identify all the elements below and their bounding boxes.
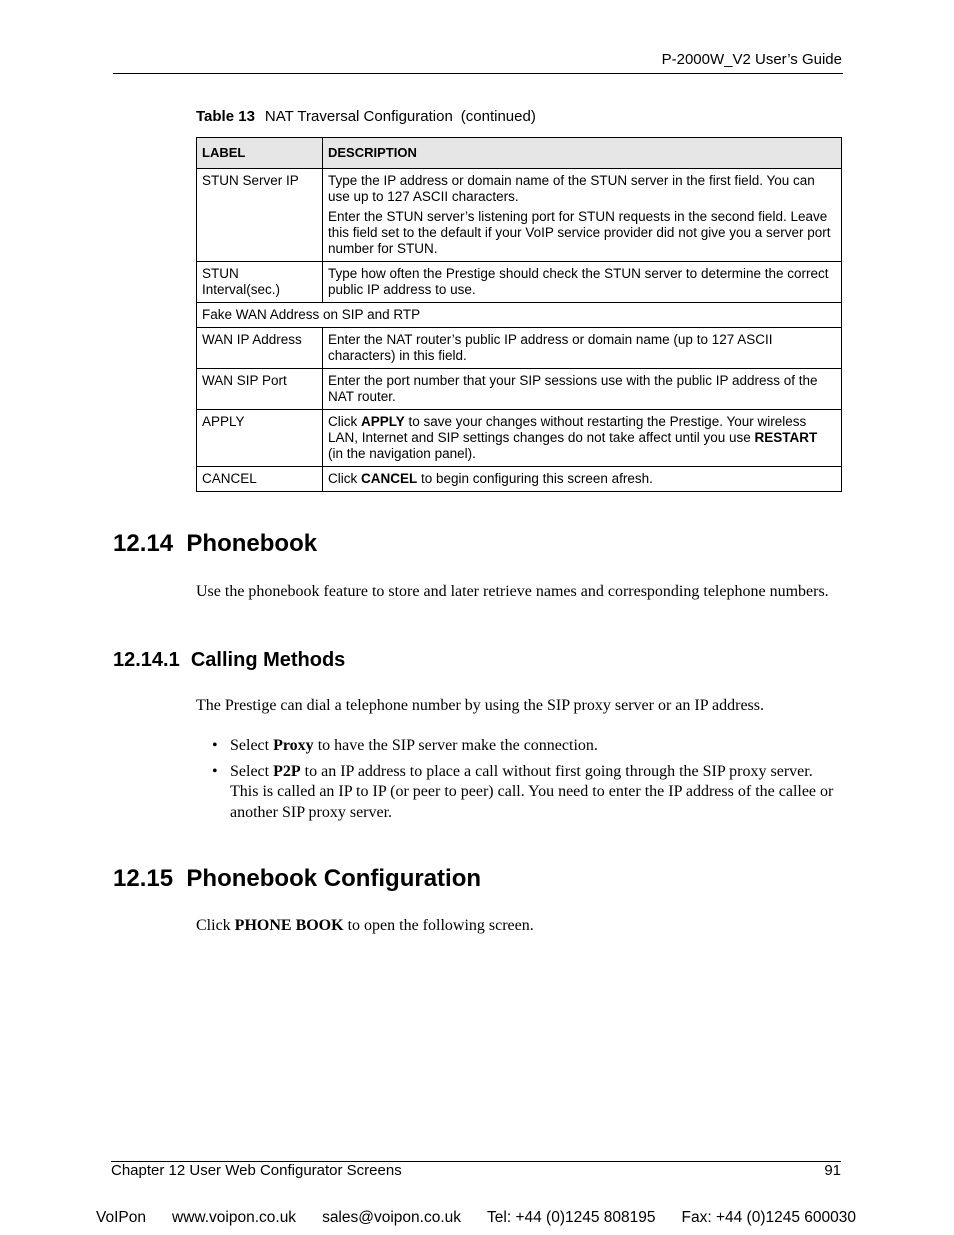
section-number: 12.14 [113, 530, 174, 557]
section-body: The Prestige can dial a telephone number by using the SIP proxy server or an IP address. [196, 697, 764, 714]
text-run: to begin configuring this screen afresh. [417, 471, 653, 486]
calling-methods-list [196, 736, 842, 828]
company-name: VoIPon [96, 1209, 146, 1226]
text-run: (in the navigation panel). [328, 446, 476, 461]
header-divider [113, 73, 843, 74]
bold-term: APPLY [361, 414, 405, 429]
fax: Fax: +44 (0)1245 600030 [681, 1209, 857, 1226]
text-run: Click [328, 471, 361, 486]
table-caption-title: NAT Traversal Configuration [264, 108, 453, 125]
row-description [323, 169, 842, 262]
section-title: Phonebook Configuration [186, 865, 482, 892]
text-run: Select [230, 737, 274, 754]
table-row [197, 410, 842, 467]
text-run: Click [196, 917, 235, 934]
page-number: 91 [824, 1162, 841, 1179]
footer-chapter: Chapter 12 User Web Configurator Screens [111, 1162, 402, 1179]
email-link[interactable]: sales@voipon.co.uk [322, 1209, 462, 1226]
row-group-label: Fake WAN Address on SIP and RTP [197, 303, 842, 328]
section-number: 12.15 [113, 865, 174, 892]
row-label: APPLY [197, 410, 323, 467]
nat-traversal-table [196, 137, 842, 492]
list-item [196, 762, 842, 824]
bold-term: PHONE BOOK [234, 917, 344, 934]
table-header-row [197, 138, 842, 169]
column-header-label: LABEL [197, 138, 323, 169]
row-description: Enter the port number that your SIP sessions use with the public IP address of the NAT router. [323, 369, 842, 410]
bullet-icon: • [212, 737, 218, 754]
table-row [197, 262, 842, 303]
section-heading-12-14 [113, 530, 317, 558]
section-number: 12.14.1 [113, 649, 180, 671]
table-caption-suffix: (continued) [460, 108, 536, 125]
column-header-description: DESCRIPTION [323, 138, 842, 169]
contact-line [96, 1209, 856, 1227]
row-label: WAN SIP Port [197, 369, 323, 410]
row-label: WAN IP Address [197, 328, 323, 369]
telephone: Tel: +44 (0)1245 808195 [487, 1209, 656, 1226]
description-paragraph: Type the IP address or domain name of the STUN server in the first field. You can use up to 127 ASCII characters. [328, 173, 815, 204]
text-run: to open the following screen. [343, 917, 534, 934]
table-row [197, 303, 842, 328]
section-body [196, 916, 842, 937]
bold-term: Proxy [273, 737, 314, 754]
bullet-icon: • [212, 762, 218, 780]
guide-title: P-2000W_V2 User’s Guide [661, 51, 842, 68]
bold-term: P2P [273, 762, 301, 780]
list-item [196, 736, 842, 757]
row-description: Type how often the Prestige should check the STUN server to determine the correct public IP address to use. [323, 262, 842, 303]
row-description [323, 410, 842, 467]
bold-term: CANCEL [361, 471, 418, 486]
section-title: Phonebook [186, 530, 318, 557]
section-body: Use the phonebook feature to store and later retrieve names and corresponding telephone numbers. [196, 583, 829, 600]
section-heading-12-15 [113, 865, 481, 893]
table-row [197, 328, 842, 369]
text-run: Select [230, 762, 274, 780]
row-label: STUN Server IP [197, 169, 323, 262]
text-run: Click [328, 414, 361, 429]
table-caption [196, 108, 536, 125]
table-caption-label: Table 13 [196, 108, 255, 125]
row-description [323, 467, 842, 492]
table-row [197, 369, 842, 410]
row-label: STUN Interval(sec.) [197, 262, 323, 303]
website-link[interactable]: www.voipon.co.uk [172, 1209, 297, 1226]
text-run: to an IP address to place a call without first going through the SIP proxy server. This is called an IP to IP (or peer to peer) call. You need to enter the IP address of the callee or another SIP proxy server. [230, 762, 834, 821]
row-label: CANCEL [197, 467, 323, 492]
text-run: to save your changes without restarting the Prestige. Your wireless LAN, Internet and SIP settings changes do not take affect until you use [328, 414, 807, 445]
text-run: to have the SIP server make the connection. [313, 737, 598, 754]
table-row [197, 169, 842, 262]
section-title: Calling Methods [190, 649, 346, 671]
bold-term: RESTART [754, 430, 818, 445]
description-paragraph: Enter the STUN server’s listening port for STUN requests in the second field. Leave this field set to the default if your VoIP service provider did not give you a server port number for STUN. [328, 209, 831, 256]
section-heading-12-14-1 [113, 649, 345, 672]
row-description: Enter the NAT router’s public IP address or domain name (up to 127 ASCII characters) in this field. [323, 328, 842, 369]
table-row [197, 467, 842, 492]
